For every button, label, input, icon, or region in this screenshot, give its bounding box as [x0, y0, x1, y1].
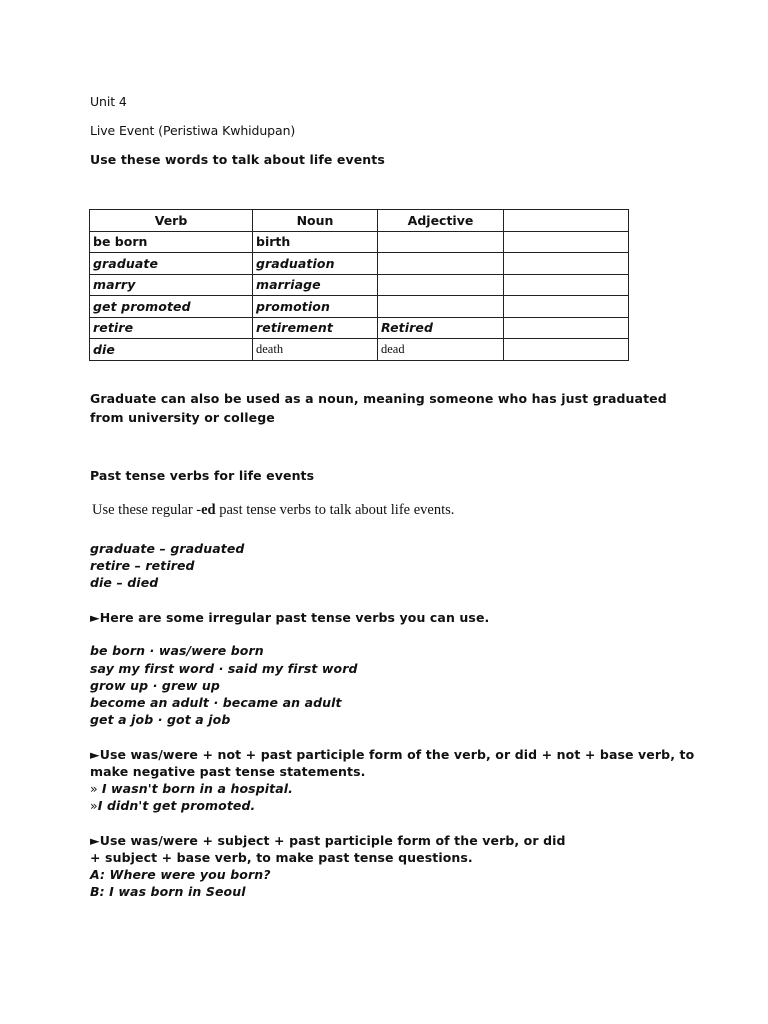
- irregular-verb-item: grow up · grew up: [90, 678, 220, 693]
- page-title: Live Event (Peristiwa Kwhidupan): [90, 123, 296, 138]
- table-cell: marriage: [253, 274, 378, 296]
- example-marker: »: [90, 798, 98, 813]
- table-cell: [504, 274, 629, 296]
- irregular-verb-item: become an adult · became an adult: [90, 695, 342, 710]
- example-marker: »: [90, 781, 102, 796]
- negative-example-2: [90, 798, 255, 813]
- example-text: I wasn't born in a hospital.: [101, 781, 293, 796]
- table-cell: retirement: [253, 317, 378, 339]
- irregular-verb-item: get a job · got a job: [90, 712, 231, 727]
- unit-label: Unit 4: [90, 94, 127, 109]
- column-header-verb: Verb: [90, 210, 253, 232]
- question-example-b: B: I was born in Seoul: [90, 884, 246, 899]
- table-row: [90, 231, 629, 253]
- table-cell: birth: [253, 231, 378, 253]
- table-row: [90, 253, 629, 275]
- table-cell: death: [253, 339, 378, 361]
- table-cell: die: [90, 339, 253, 361]
- note-line-2: from university or college: [90, 410, 275, 425]
- table-cell: Retired: [378, 317, 504, 339]
- table-row: [90, 339, 629, 361]
- column-header-empty: [504, 210, 629, 232]
- vocabulary-table: [89, 209, 629, 361]
- intro-ed-suffix: ed: [201, 502, 216, 518]
- table-cell: [504, 317, 629, 339]
- regular-verbs-intro: [92, 502, 454, 519]
- table-cell: [378, 253, 504, 275]
- past-tense-heading: Past tense verbs for life events: [90, 468, 315, 483]
- intro-text-end: past tense verbs to talk about life events.: [215, 502, 455, 518]
- table-cell: graduate: [90, 253, 253, 275]
- table-cell: graduation: [253, 253, 378, 275]
- irregular-verbs-heading: ►Here are some irregular past tense verbs you can use.: [90, 610, 490, 625]
- column-header-adjective: Adjective: [378, 210, 504, 232]
- regular-verb-item: retire – retired: [90, 558, 195, 573]
- table-header-row: [90, 210, 629, 232]
- table-row: [90, 296, 629, 318]
- example-text: I didn't get promoted.: [97, 798, 256, 813]
- table-cell: [504, 296, 629, 318]
- question-rule-line-1: ►Use was/were + subject + past participle form of the verb, or did: [90, 833, 566, 848]
- irregular-verb-item: be born · was/were born: [90, 643, 264, 658]
- table-cell: dead: [378, 339, 504, 361]
- table-cell: marry: [90, 274, 253, 296]
- table-cell: [504, 253, 629, 275]
- negative-rule-line-1: ►Use was/were + not + past participle form of the verb, or did + not + base verb, to: [90, 747, 695, 762]
- negative-rule-line-2: make negative past tense statements.: [90, 764, 366, 779]
- question-example-a: A: Where were you born?: [90, 867, 271, 882]
- table-cell: [378, 274, 504, 296]
- negative-example-1: [90, 781, 293, 796]
- note-line-1: Graduate can also be used as a noun, meaning someone who has just graduated: [90, 391, 667, 406]
- question-rule-line-2: + subject + base verb, to make past tense questions.: [90, 850, 473, 865]
- table-cell: [378, 231, 504, 253]
- table-cell: get promoted: [90, 296, 253, 318]
- table-row: [90, 317, 629, 339]
- column-header-noun: Noun: [253, 210, 378, 232]
- table-cell: retire: [90, 317, 253, 339]
- table-cell: [504, 231, 629, 253]
- regular-verb-item: die – died: [90, 575, 159, 590]
- table-cell: [504, 339, 629, 361]
- table-cell: promotion: [253, 296, 378, 318]
- instruction-heading: Use these words to talk about life events: [90, 152, 385, 167]
- table-cell: be born: [90, 231, 253, 253]
- intro-text-start: Use these regular -: [92, 502, 202, 518]
- irregular-verb-item: say my first word · said my first word: [90, 661, 358, 676]
- table-cell: [378, 296, 504, 318]
- regular-verb-item: graduate – graduated: [90, 541, 245, 556]
- table-row: [90, 274, 629, 296]
